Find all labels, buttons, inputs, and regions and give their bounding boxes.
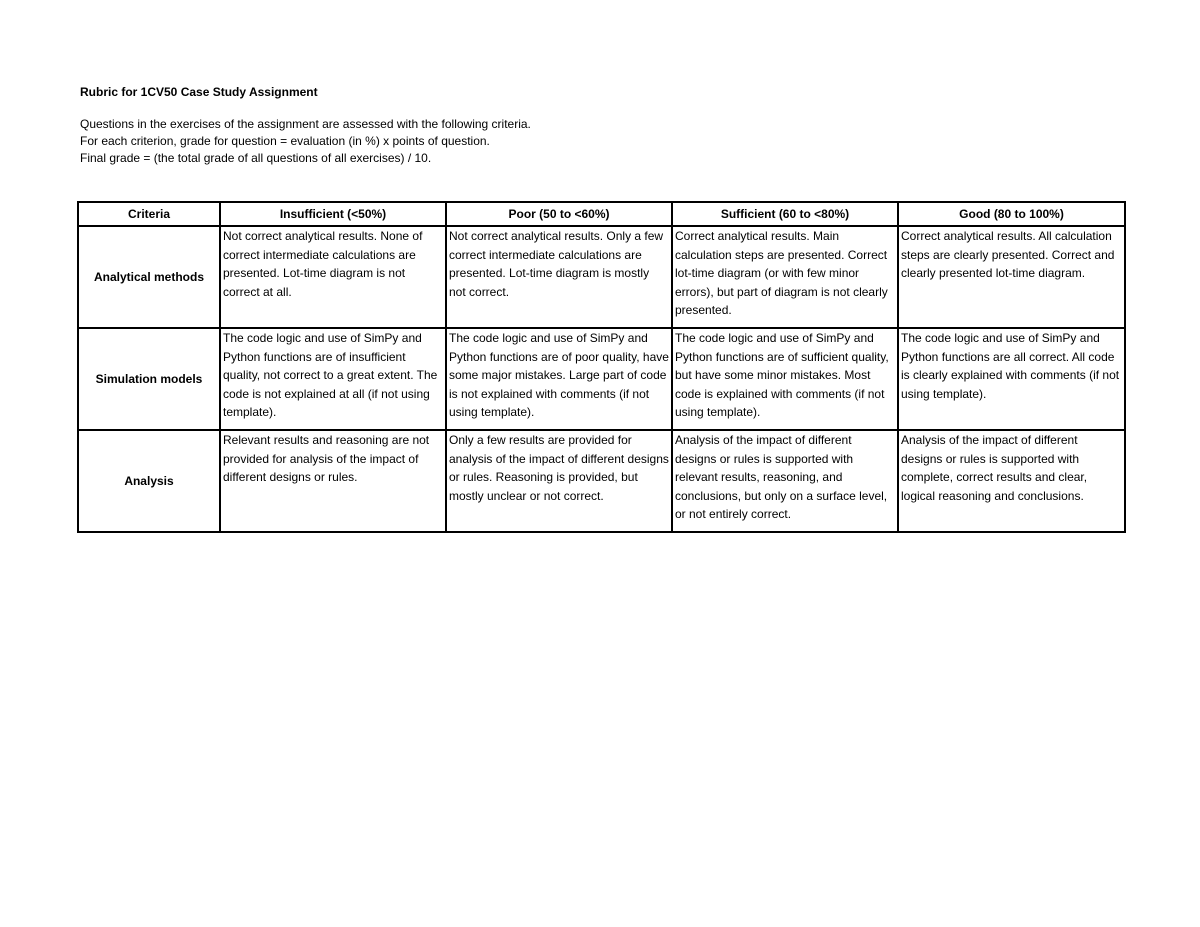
header-good: Good (80 to 100%) bbox=[898, 202, 1125, 226]
criterion-simulation-models: Simulation models bbox=[78, 328, 220, 430]
intro-text bbox=[80, 116, 531, 167]
criterion-analysis: Analysis bbox=[78, 430, 220, 532]
cell-good: The code logic and use of SimPy and Python functions are all correct. All code is clearly explained with comments (if not using template). bbox=[898, 328, 1125, 430]
cell-sufficient: Analysis of the impact of different designs or rules is supported with relevant results, reasoning, and conclusions, but only on a surface level, or not entirely correct. bbox=[672, 430, 898, 532]
header-criteria: Criteria bbox=[78, 202, 220, 226]
table-row bbox=[78, 226, 1125, 328]
cell-insufficient: Not correct analytical results. None of correct intermediate calculations are presented. Lot-time diagram is not correct at all. bbox=[220, 226, 446, 328]
header-poor: Poor (50 to <60%) bbox=[446, 202, 672, 226]
cell-sufficient: The code logic and use of SimPy and Python functions are of sufficient quality, but have some minor mistakes. Most code is explained with comments (if not using template). bbox=[672, 328, 898, 430]
table-header-row bbox=[78, 202, 1125, 226]
criterion-analytical-methods: Analytical methods bbox=[78, 226, 220, 328]
cell-poor: Only a few results are provided for analysis of the impact of different designs or rules. Reasoning is provided, but mostly unclear or not correct. bbox=[446, 430, 672, 532]
cell-sufficient: Correct analytical results. Main calculation steps are presented. Correct lot-time diagram (or with few minor errors), but part of diagram is not clearly presented. bbox=[672, 226, 898, 328]
intro-line: Final grade = (the total grade of all questions of all exercises) / 10. bbox=[80, 151, 432, 165]
document-title: Rubric for 1CV50 Case Study Assignment bbox=[80, 85, 318, 99]
cell-insufficient: The code logic and use of SimPy and Python functions are of insufficient quality, not correct to a great extent. The code is not explained at all (if not using template). bbox=[220, 328, 446, 430]
cell-good: Correct analytical results. All calculation steps are clearly presented. Correct and clearly presented lot-time diagram. bbox=[898, 226, 1125, 328]
intro-line: For each criterion, grade for question = evaluation (in %) x points of question. bbox=[80, 134, 490, 148]
cell-insufficient: Relevant results and reasoning are not provided for analysis of the impact of different designs or rules. bbox=[220, 430, 446, 532]
intro-line: Questions in the exercises of the assignment are assessed with the following criteria. bbox=[80, 117, 531, 131]
cell-poor: The code logic and use of SimPy and Python functions are of poor quality, have some major mistakes. Large part of code is not explained with comments (if not using template). bbox=[446, 328, 672, 430]
header-insufficient: Insufficient (<50%) bbox=[220, 202, 446, 226]
rubric-table bbox=[77, 201, 1126, 533]
header-sufficient: Sufficient (60 to <80%) bbox=[672, 202, 898, 226]
cell-poor: Not correct analytical results. Only a few correct intermediate calculations are presented. Lot-time diagram is mostly not correct. bbox=[446, 226, 672, 328]
cell-good: Analysis of the impact of different designs or rules is supported with complete, correct results and clear, logical reasoning and conclusions. bbox=[898, 430, 1125, 532]
table-row bbox=[78, 430, 1125, 532]
table-row bbox=[78, 328, 1125, 430]
